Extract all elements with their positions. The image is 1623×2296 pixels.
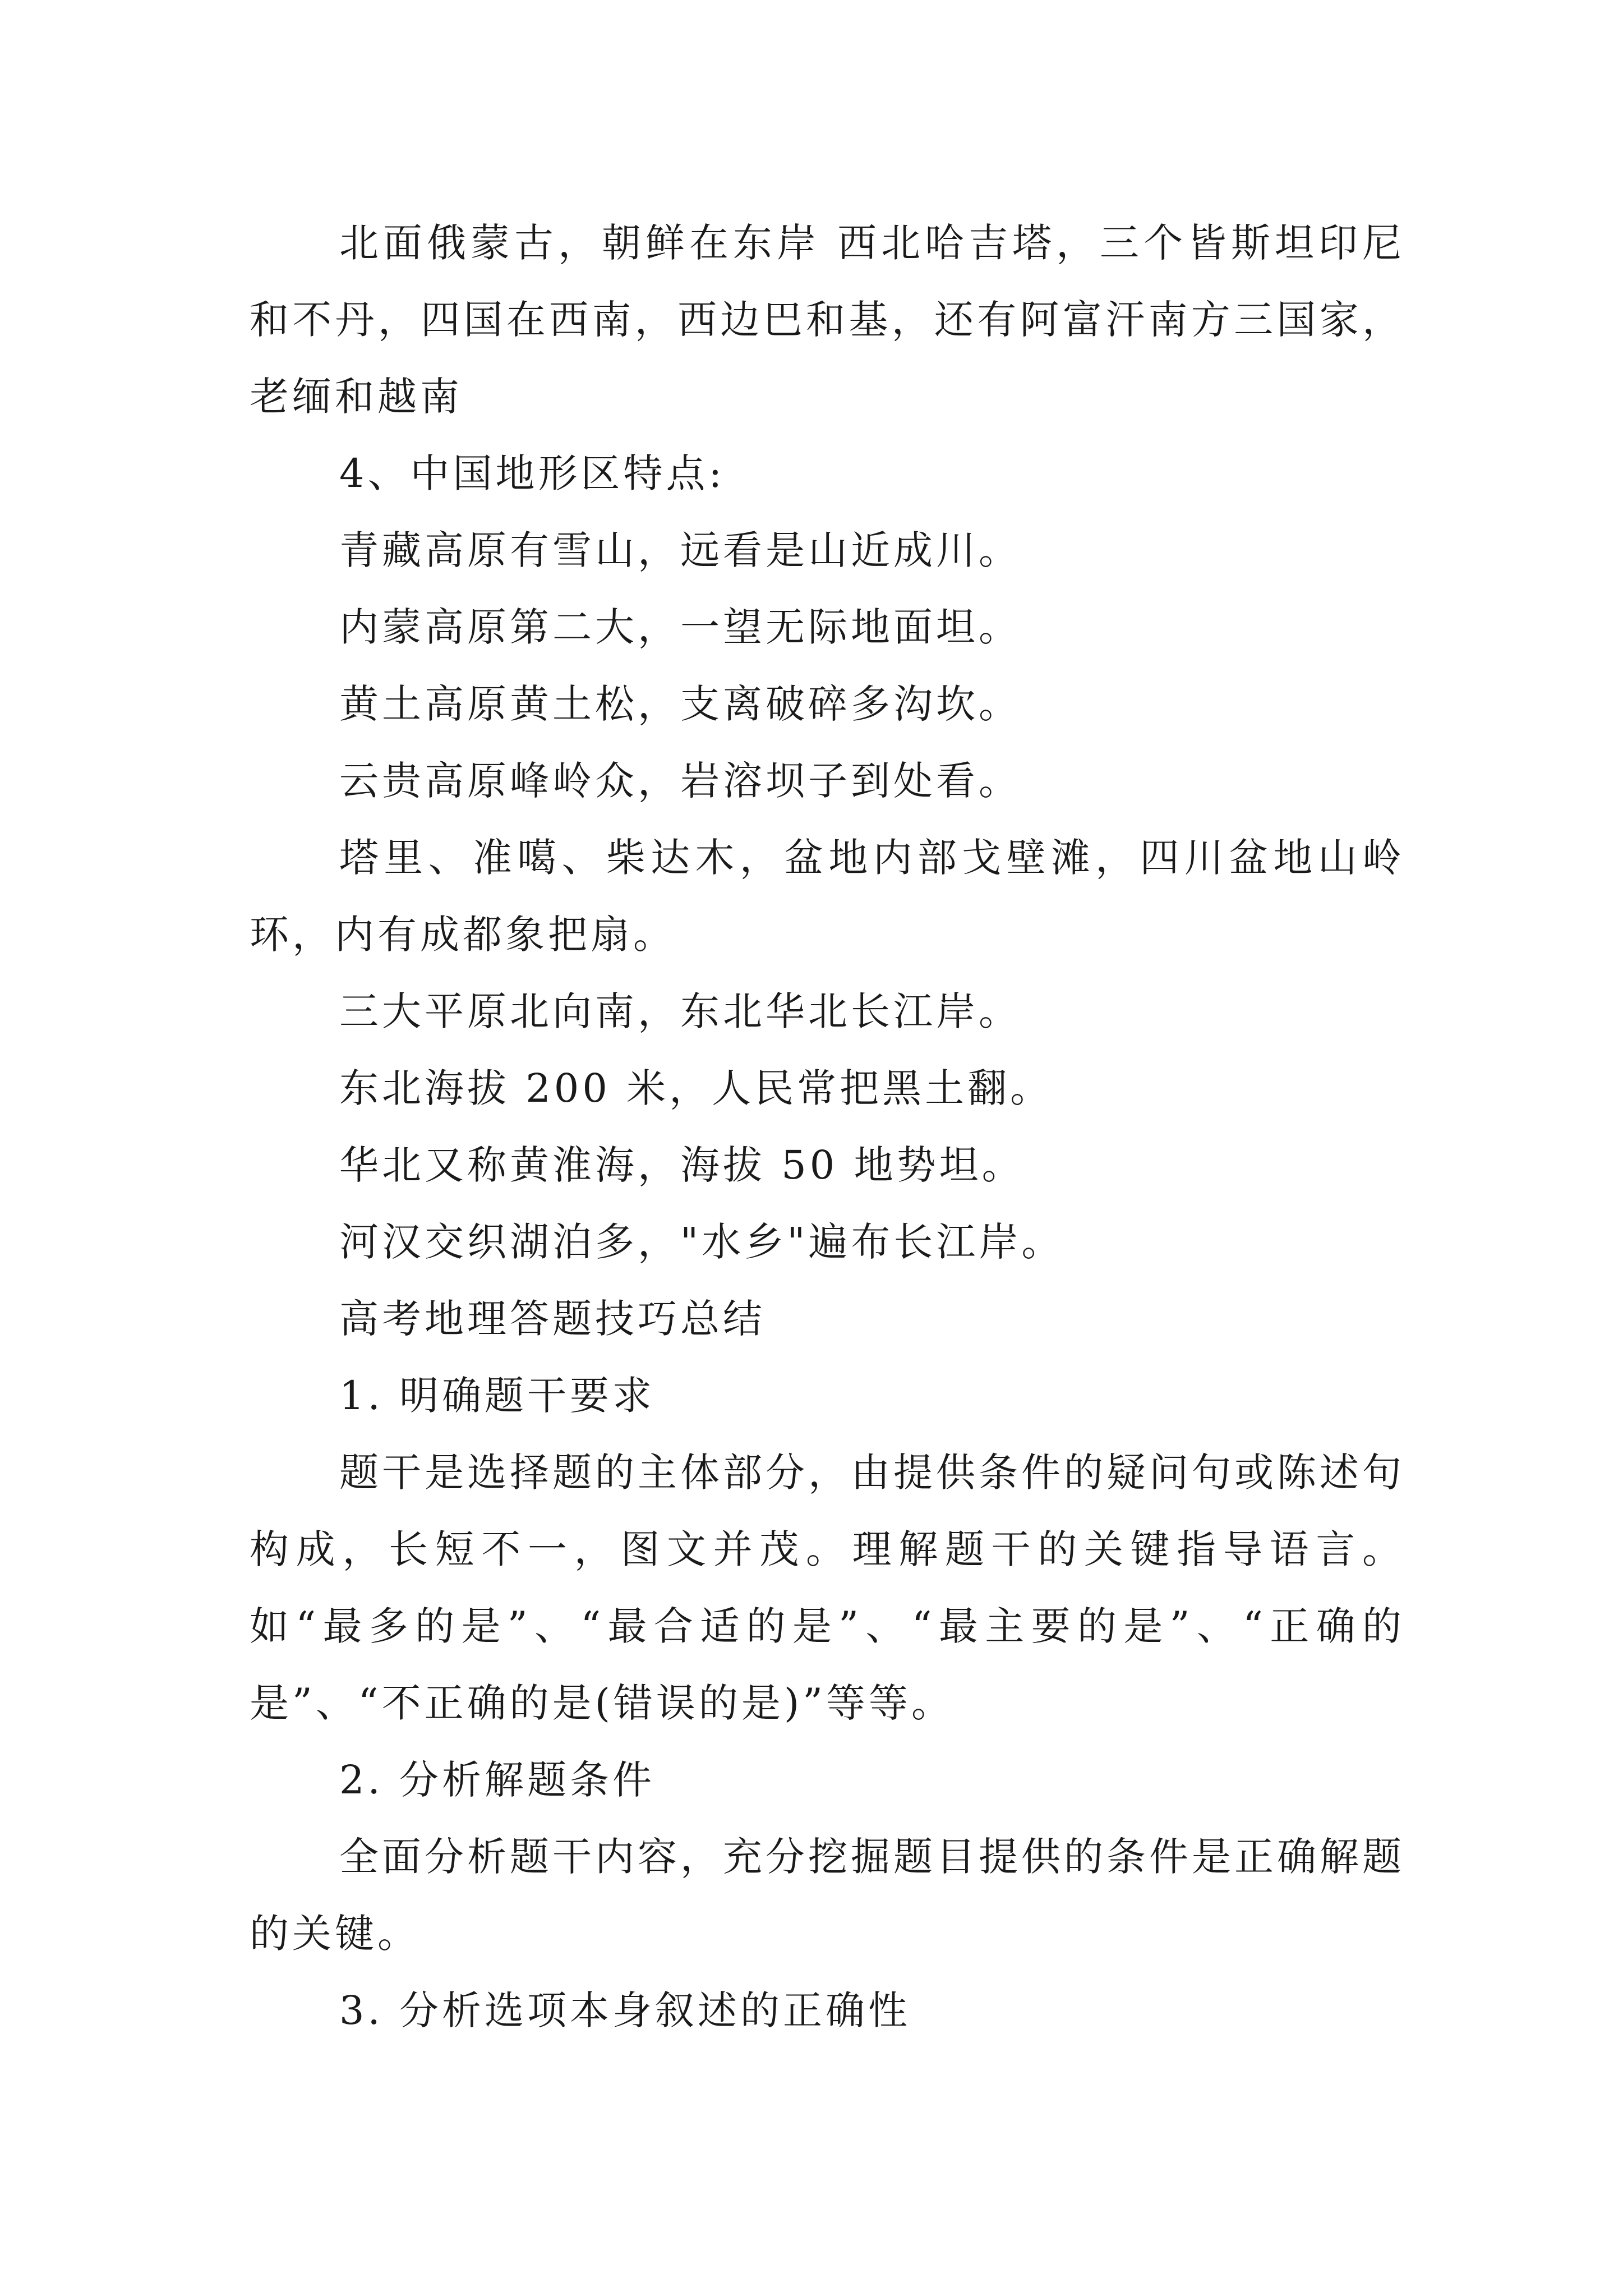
heading-exam-tips: 高考地理答题技巧总结 (339, 1296, 766, 1342)
paragraph-north-china-plain: 华北又称黄淮海，海拔 50 地势坦。 (339, 1142, 1025, 1188)
paragraph-tip-2-body: 全面分析题干内容，充分挖掘题目提供的条件是正确解题的关键。 (250, 1834, 1405, 1957)
paragraph-loess-plateau: 黄土高原黄土松，支离破碎多沟坎。 (339, 681, 1021, 727)
heading-tip-3: 3. 分析选项本身叙述的正确性 (339, 1987, 911, 2033)
paragraph-northeast-plain: 东北海拔 200 米，人民常把黑土翻。 (339, 1065, 1053, 1111)
paragraph-three-plains: 三大平原北向南，东北华北长江岸。 (339, 988, 1021, 1034)
paragraph-yungui-plateau: 云贵高原峰岭众，岩溶坝子到处看。 (339, 758, 1021, 804)
heading-tip-1: 1. 明确题干要求 (339, 1373, 656, 1419)
paragraph-qinghai-tibet: 青藏高原有雪山，远看是山近成川。 (339, 527, 1021, 573)
paragraph-inner-mongolia: 内蒙高原第二大，一望无际地面坦。 (339, 604, 1021, 650)
heading-tip-2: 2. 分析解题条件 (339, 1757, 656, 1803)
heading-terrain-features: 4、中国地形区特点: (339, 450, 726, 496)
paragraph-basins: 塔里、准噶、柴达木，盆地内部戈壁滩，四川盆地山岭环，内有成都象把扇。 (250, 835, 1405, 958)
paragraph-tip-1-body: 题干是选择题的主体部分，由提供条件的疑问句或陈述句构成，长短不一，图文并茂。理解题干的关键指导语言。如“最多的是”、“最合适的是”、“最主要的是”、“正确的是”、“不正确的是(错误的是)”等等。 (250, 1450, 1405, 1726)
paragraph-neighbors: 北面俄蒙古，朝鲜在东岸 西北哈吉塔，三个皆斯坦印尼和不丹，四国在西南，西边巴和基，还有阿富汗南方三国家，老缅和越南 (250, 220, 1405, 420)
paragraph-yangtze-plain: 河汉交织湖泊多，"水乡"遍布长江岸。 (339, 1219, 1064, 1265)
document-body (250, 205, 1405, 2049)
